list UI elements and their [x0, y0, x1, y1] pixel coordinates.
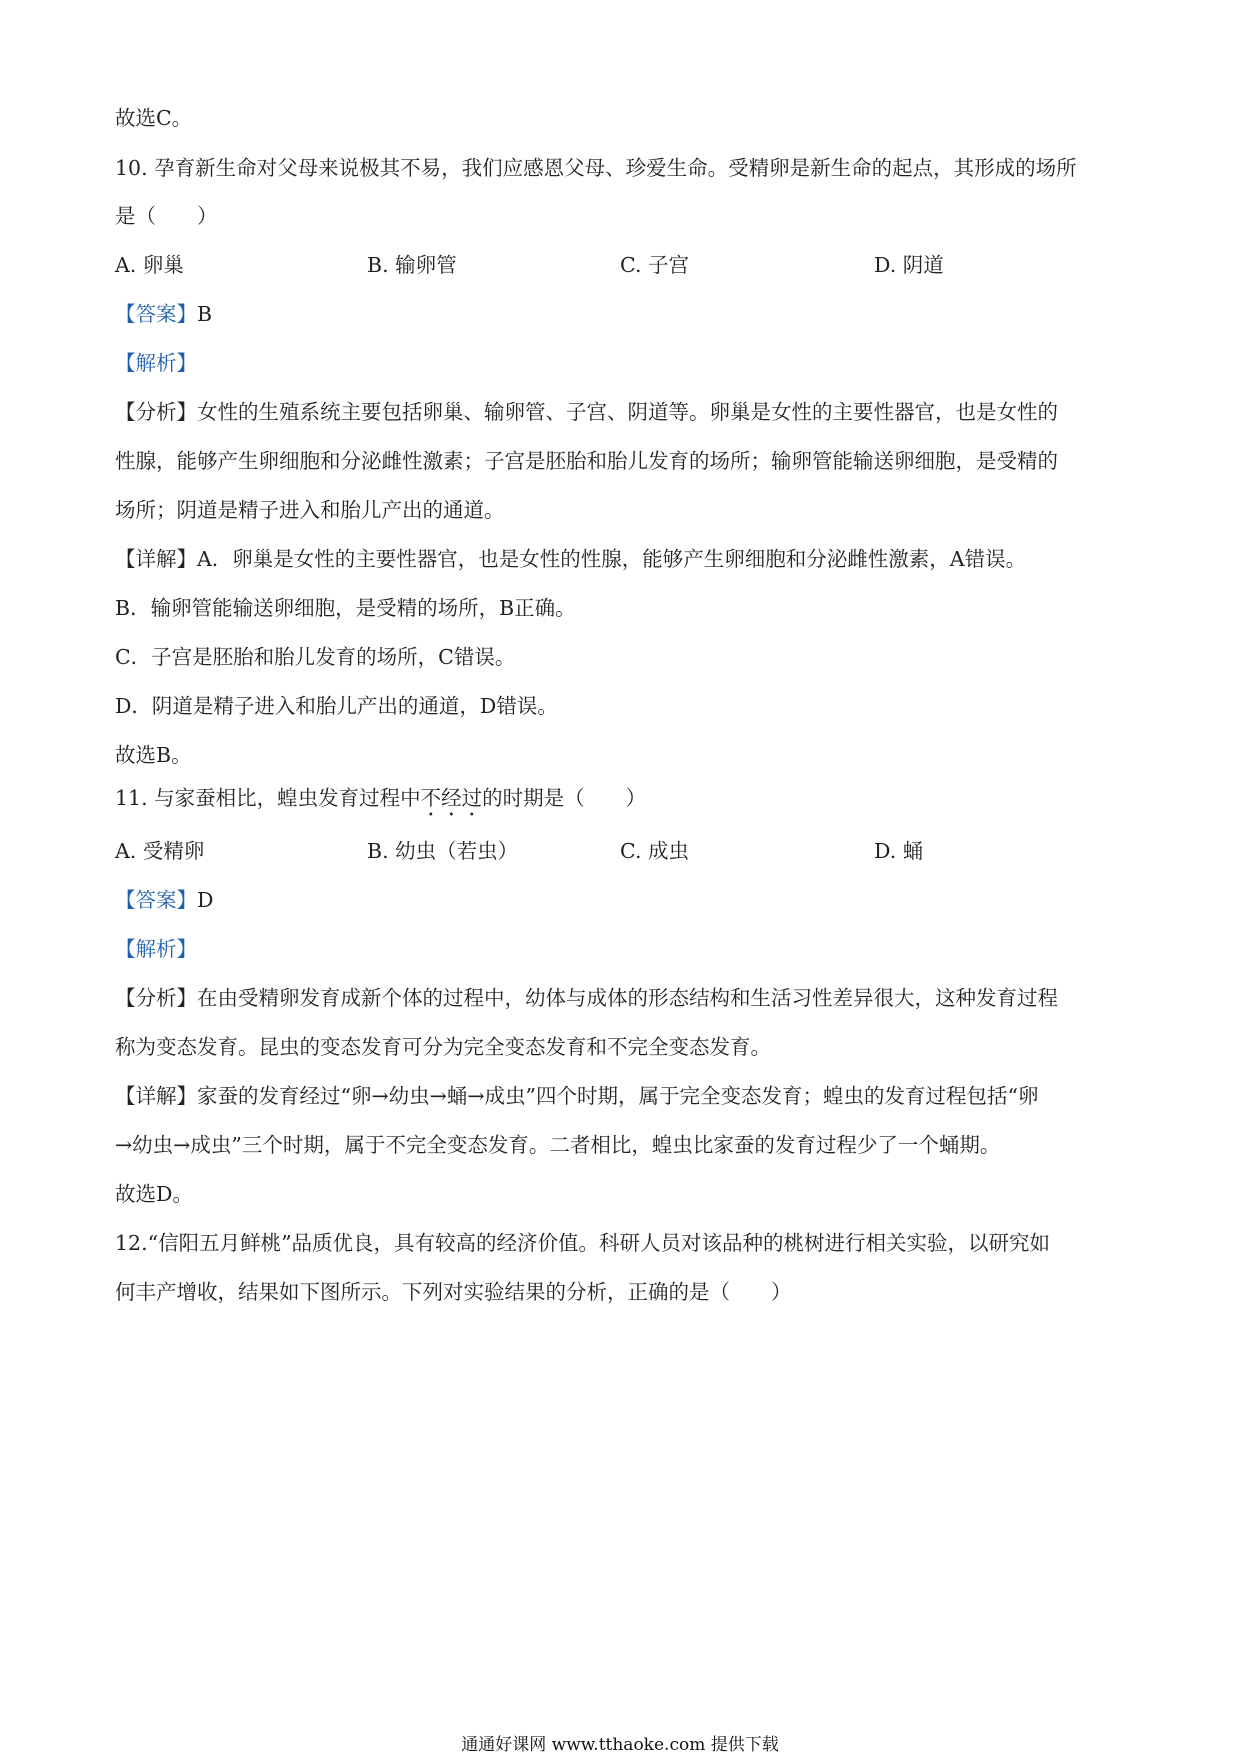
q10-stem-line2: 是（ ） — [115, 204, 218, 228]
q11-fenxi-line2: 称为变态发育。昆虫的变态发育可分为完全变态发育和不完全变态发育。 — [115, 1035, 771, 1059]
q11-detail-tag: 【详解】 — [115, 1084, 197, 1108]
q10-option-a: A. 卵巢 — [115, 253, 184, 277]
q10-fenxi-line2: 性腺，能够产生卵细胞和分泌雌性激素；子宫是胚胎和胎儿发育的场所；输卵管能输送卵细胞，是受精的 — [115, 449, 1058, 473]
q10-answer — [115, 301, 212, 327]
q10-detail-text1: A．卵巢是女性的主要性器官，也是女性的性腺，能够产生卵细胞和分泌雌性激素，A错误。 — [197, 547, 1027, 571]
q10-detail-tag: 【详解】 — [115, 547, 197, 571]
q11-option-b: B. 幼虫（若虫） — [367, 839, 519, 863]
q10-answer-value: B — [197, 302, 213, 326]
q11-fenxi-line1 — [115, 985, 1058, 1011]
q10-detail-line2: B．输卵管能输送卵细胞，是受精的场所，B正确。 — [115, 596, 576, 620]
q12-stem-line2: 何丰产增收，结果如下图所示。下列对实验结果的分析，正确的是（ ） — [115, 1280, 792, 1304]
q12-stem-line1: 12.“信阳五月鲜桃”品质优良，具有较高的经济价值。科研人员对该品种的桃树进行相关实验，以研究如 — [115, 1231, 1051, 1255]
q11-option-d: D. 蛹 — [874, 839, 924, 863]
q11-conclusion: 故选D。 — [115, 1182, 193, 1206]
q10-answer-tag: 【答案】 — [115, 302, 197, 326]
q10-fenxi-line3: 场所；阴道是精子进入和胎儿产出的通道。 — [115, 498, 505, 522]
q10-option-d: D. 阴道 — [874, 253, 944, 277]
prev-conclusion: 故选C。 — [115, 106, 193, 130]
q11-option-a: A. 受精卵 — [115, 839, 205, 863]
q10-detail-line3: C．子宫是胚胎和胎儿发育的场所，C错误。 — [115, 645, 516, 669]
q10-analysis-tag: 【解析】 — [115, 351, 197, 375]
q10-fenxi-line1 — [115, 399, 1058, 425]
page-footer: 通通好课网 www.tthaoke.com 提供下载 — [461, 1735, 779, 1755]
q10-option-c: C. 子宫 — [620, 253, 689, 277]
q11-answer — [115, 887, 213, 913]
q11-stem-pre: 11. 与家蚕相比，蝗虫发育过程中 — [115, 786, 421, 810]
q10-detail-line1 — [115, 546, 1026, 572]
q10-detail-line4: D．阴道是精子进入和胎儿产出的通道，D错误。 — [115, 694, 558, 718]
q11-detail-line2: →幼虫→成虫”三个时期，属于不完全变态发育。二者相比，蝗虫比家蚕的发育过程少了一个蛹期。 — [115, 1133, 1001, 1157]
q11-analysis-tag: 【解析】 — [115, 937, 197, 961]
q11-answer-value: D — [197, 888, 214, 912]
q11-option-c: C. 成虫 — [620, 839, 689, 863]
q10-option-b: B. 输卵管 — [367, 253, 457, 277]
q11-detail-line1 — [115, 1083, 1038, 1109]
q11-stem-post: 的时期是（ ） — [482, 786, 647, 810]
q11-stem-emphasis: 不经过 — [420, 786, 483, 810]
q11-fenxi-tag: 【分析】 — [115, 986, 197, 1010]
q10-conclusion: 故选B。 — [115, 743, 192, 767]
q10-fenxi-tag: 【分析】 — [115, 400, 197, 424]
q11-stem — [115, 785, 646, 821]
q11-detail-text1: 家蚕的发育经过“卵→幼虫→蛹→成虫”四个时期，属于完全变态发育；蝗虫的发育过程包括“卵 — [197, 1084, 1039, 1108]
q10-fenxi-text1: 女性的生殖系统主要包括卵巢、输卵管、子宫、阴道等。卵巢是女性的主要性器官，也是女性的 — [197, 400, 1058, 424]
q11-answer-tag: 【答案】 — [115, 888, 197, 912]
q10-stem-line1: 10. 孕育新生命对父母来说极其不易，我们应感恩父母、珍爱生命。受精卵是新生命的起点，其形成的场所 — [115, 156, 1077, 180]
q11-fenxi-text1: 在由受精卵发育成新个体的过程中，幼体与成体的形态结构和生活习性差异很大，这种发育过程 — [197, 986, 1058, 1010]
